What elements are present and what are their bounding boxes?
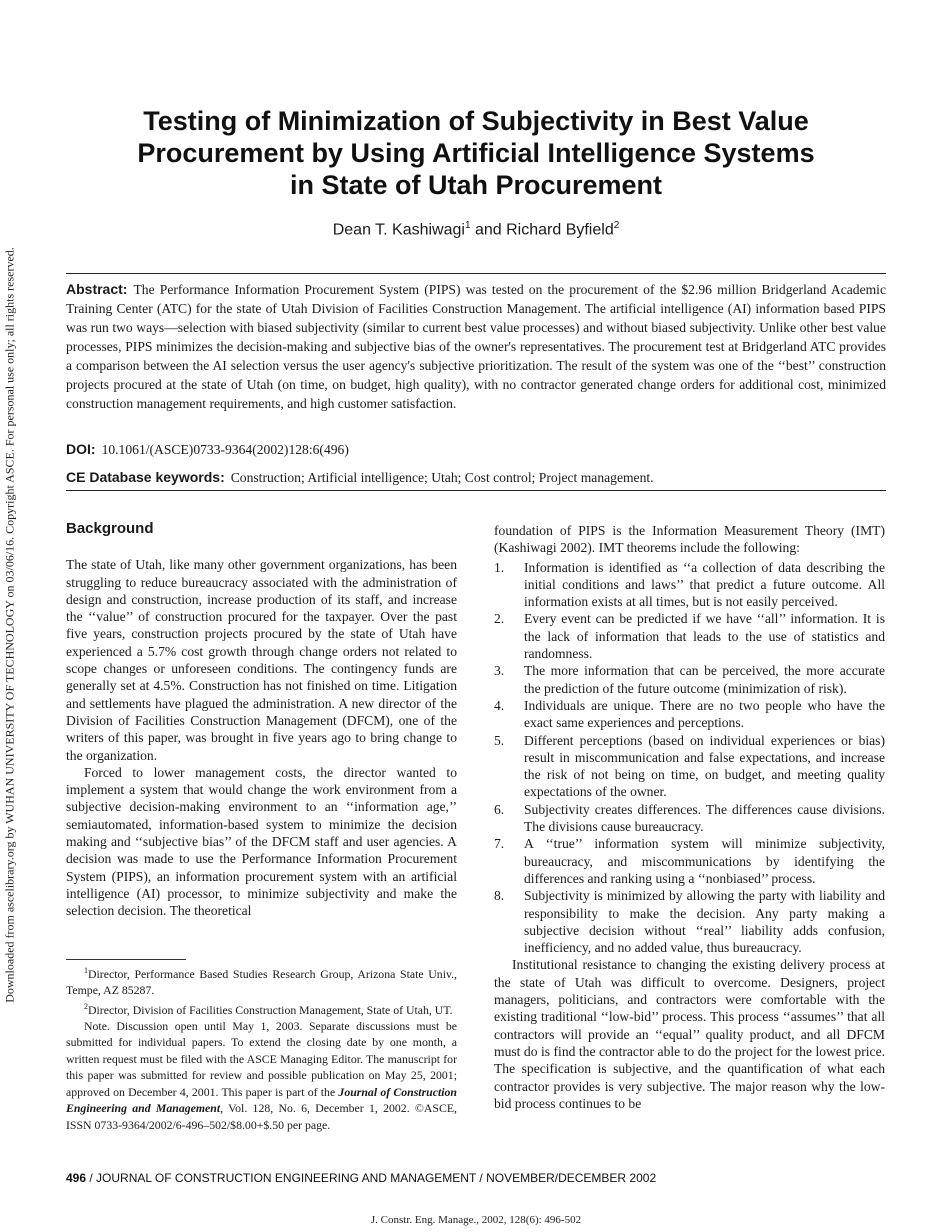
list-item: 3. The more information that can be perceived, the more accurate the prediction of the future outcome (minimization of risk). [494,663,885,696]
author-affiliation-mark: 2 [613,220,620,231]
abstract-label: Abstract: [66,281,128,297]
citation-line: J. Constr. Eng. Manage., 2002, 128(6): 496-502 [370,1214,582,1226]
header-bottom-rule [66,490,886,491]
publication-note: Note. Discussion open until May 1, 2003. Separate discussions must be submitted for individual papers. To extend the closing date by one month, a written request must be filed with the ASCE Managing Editor. The manuscript for this paper was submitted for review and possible publication on May 25, 2001; approved on December 4, 2001. This paper is part of the Journal of Construction Engineering and Management, Vol. 128, No. 6, December 1, 2002. ©ASCE, ISSN 0733-9364/2002/6-496–502/$8.00+$.50 per page. [66,1019,457,1132]
list-item: 8. Subjectivity is minimized by allowing the party with liability and responsibility to make the decision. Any party making a subjective decision without ‘‘real’’ liability adds confusion, inefficiency, and no added value, thus bureaucracy. [494,888,885,956]
author-name: Richard Byfield [506,221,614,239]
top-rule [66,273,886,274]
body-paragraph: Forced to lower management costs, the director wanted to implement a system that would change the work environment from a subjective decision-making environment to an ‘‘information age,’’ semiautomated, information-based system to minimize the decision making and ‘‘subjective bias’’ of the DFCM staff and user agencies. A decision was made to use the Performance Information Procurement System (PIPS), an information procurement system with an artificial intelligence (AI) processor, to minimize subjectivity and make the selection decision. The theoretical [66,764,457,919]
journal-name: Journal of Construction Engineering and Management [66,1084,457,1116]
keywords-label: CE Database keywords: [66,469,225,485]
page-number: 496 [66,1171,87,1185]
author-affiliation-mark: 1 [464,220,471,231]
list-item: 4. Individuals are unique. There are no two people who have the exact same experiences and perceptions. [494,697,885,731]
list-item: 1. Information is identified as ‘‘a collection of data describing the initial conditions and laws’’ that predict a future outcome. All information exists at all times, but is not easily perceived. [494,559,885,610]
author-name: Dean T. Kashiwagi [332,221,465,239]
body-paragraph: The state of Utah, like many other government organizations, has been struggling to reduce bureaucracy associated with the administration of design and construction, increase production of its staff, and increase the ‘‘value’’ of construction procured for the taxpayer. Over the past five years, construction projects procured by the state of Utah have experienced a 5.7% cost growth through change orders not related to scope changes or unforeseen conditions. The contingency funds are generally set at 4.5%. Construction has not finished on time. Litigation and settlements have plagued the administration. A new director of the Division of Facilities Construction Management (DFCM), one of the writers of this paper, was brought in five years ago to bring change to the organization. [66,557,457,763]
doi-label: DOI: [66,441,96,457]
footnote-1: $^1$Director, Performance Based Studies Research Group, Arizona State Univ., Tempe, AZ 85287. [66,966,457,998]
keywords-value: Construction; Artificial intelligence; Utah; Cost control; Project management. [230,470,654,485]
doi-value[interactable]: 10.1061/(ASCE)0733-9364(2002)128:6(496) [101,442,349,457]
section-heading: Background [66,520,154,537]
footnote-2: $^2$Director, Division of Facilities Construction Management, State of Utah, UT. [84,1001,453,1017]
abstract [66,280,886,413]
doi-line [66,441,886,458]
list-item: 7. A ‘‘true’’ information system will minimize subjectivity, bureaucracy, and miscommunications by identifying the differences and ranking using a ‘‘nonbiased’’ process. [494,836,885,886]
body-paragraph: foundation of PIPS is the Information Measurement Theory (IMT) (Kashiwagi 2002). IMT theorems include the following: [494,523,885,556]
footnotes [66,963,457,1133]
footnote-rule [66,959,186,960]
right-column [494,522,885,1112]
journal-footer: / JOURNAL OF CONSTRUCTION ENGINEERING AND MANAGEMENT / NOVEMBER/DECEMBER 2002 [86,1171,657,1185]
title-line: Testing of Minimization of Subjectivity in Best Value [143,106,809,136]
author-conjunction: and [470,221,507,239]
download-notice [0,0,22,1232]
title-line: Procurement by Using Artificial Intelligence Systems [137,138,815,168]
body-paragraph: Institutional resistance to changing the existing delivery process at the state of Utah was difficult to overcome. Designers, project managers, politicians, and contractors were comfortable with the existing traditional ‘‘low-bid’’ process. This process ‘‘assumes’’ that all contractors will provide an ‘‘equal’’ quality product, and all DFCM must do is find the contractor able to do the project for the lowest price. The specification is subjective, and the quantification of what each contractor provides is very subjective. The major reason why the low-bid process continues to be [494,957,885,1111]
list-item: 6. Subjectivity creates differences. The differences cause divisions. The divisions cause bureaucracy. [494,801,885,835]
list-item: 2. Every event can be predicted if we have ‘‘all’’ information. It is the lack of information that leads to the use of statistics and randomness. [494,611,885,662]
download-notice-text: Downloaded from ascelibrary.org by WUHAN UNIVERSITY OF TECHNOLOGY on 03/06/16. Copyright ASCE. For personal use only; all rights reserved. [2,247,17,1003]
footnote-mark: 2 [84,1001,88,1011]
abstract-text: The Performance Information Procurement System (PIPS) was tested on the procurement of the $2.96 million Bridgerland Academic Training Center (ATC) for the state of Utah Division of Facilities Construction Management. The artificial intelligence (AI) information based PIPS was run two ways—selection with biased subjectivity (similar to current best value processes) and without biased subjectivity. Unlike other best value processes, PIPS minimizes the decision-making and subjective bias of the owner's representatives. The procurement test at Bridgerland ATC provides a comparison between the AI selection versus the user agency's subjective prioritization. The result of the system was one of the ‘‘best’’ construction projects procured at the state of Utah (on time, on budget, high quality), with no contractor generated change orders for additional cost, minimized construction management requirements, and high customer satisfaction. [66,282,886,411]
title-line: in State of Utah Procurement [289,170,663,200]
left-column [66,520,457,920]
theorem-list [494,559,885,957]
page-footer [66,1171,656,1185]
author-line [66,220,886,239]
list-item: 5. Different perceptions (based on individual experiences or bias) result in miscommunication and false expectations, and increase the risk of not being on time, on budget, and meeting quality expectations of the owner. [494,732,885,800]
paper-title [66,105,886,201]
footnote-mark: 1 [84,966,88,975]
keywords-line [66,469,886,486]
